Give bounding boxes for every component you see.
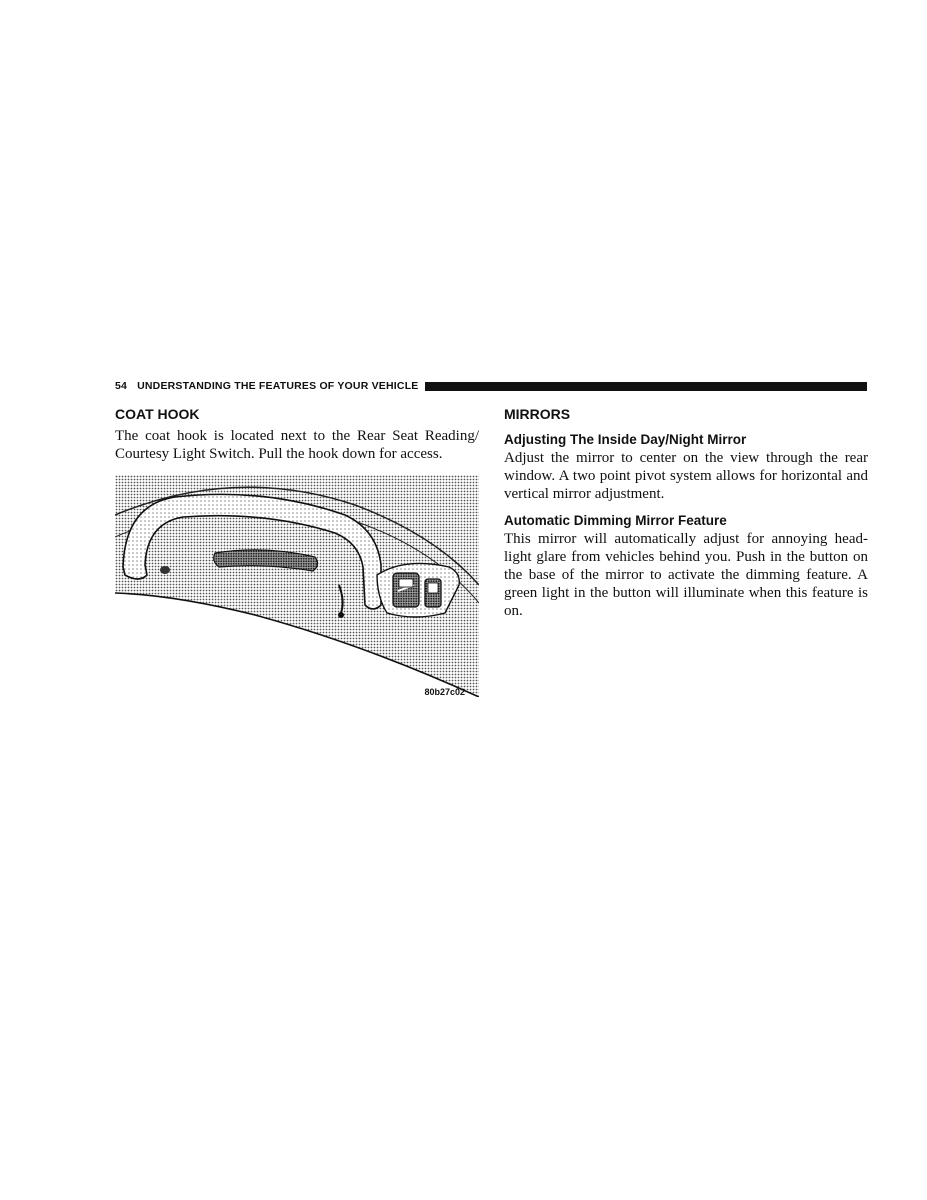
auto-dimming-heading: Automatic Dimming Mirror Feature	[504, 512, 727, 528]
header-rule	[425, 382, 867, 391]
mirrors-heading: MIRRORS	[504, 406, 571, 422]
right-column	[504, 405, 868, 621]
page-number: 54	[115, 380, 128, 392]
day-night-mirror-heading: Adjusting The Inside Day/Night Mirror	[504, 432, 747, 447]
coat-hook-paragraph: The coat hook is located next to the Rear Seat Reading/ Courtesy Light Switch. Pull the hook down for access.	[115, 428, 479, 463]
auto-dimming-paragraph: This mirror will automatically adjust for annoying head-light glare from vehicles behind you. Push in the button on the base of the mirror to activate the dimming feature. A green light in the button will illuminate when this feature is on.	[504, 530, 868, 620]
chapter-title: UNDERSTANDING THE FEATURES OF YOUR VEHICLE	[137, 380, 419, 392]
page-header	[115, 378, 867, 394]
coat-hook-illustration	[115, 475, 479, 697]
left-column	[115, 405, 479, 697]
coat-hook-drawing	[115, 475, 479, 697]
coat-hook-heading: COAT HOOK	[115, 406, 200, 422]
figure-code: 80b27c02	[424, 687, 465, 698]
day-night-mirror-paragraph: Adjust the mirror to center on the view through the rear window. A two point pivot system allows for horizontal and vertical mirror adjustment.	[504, 450, 868, 503]
